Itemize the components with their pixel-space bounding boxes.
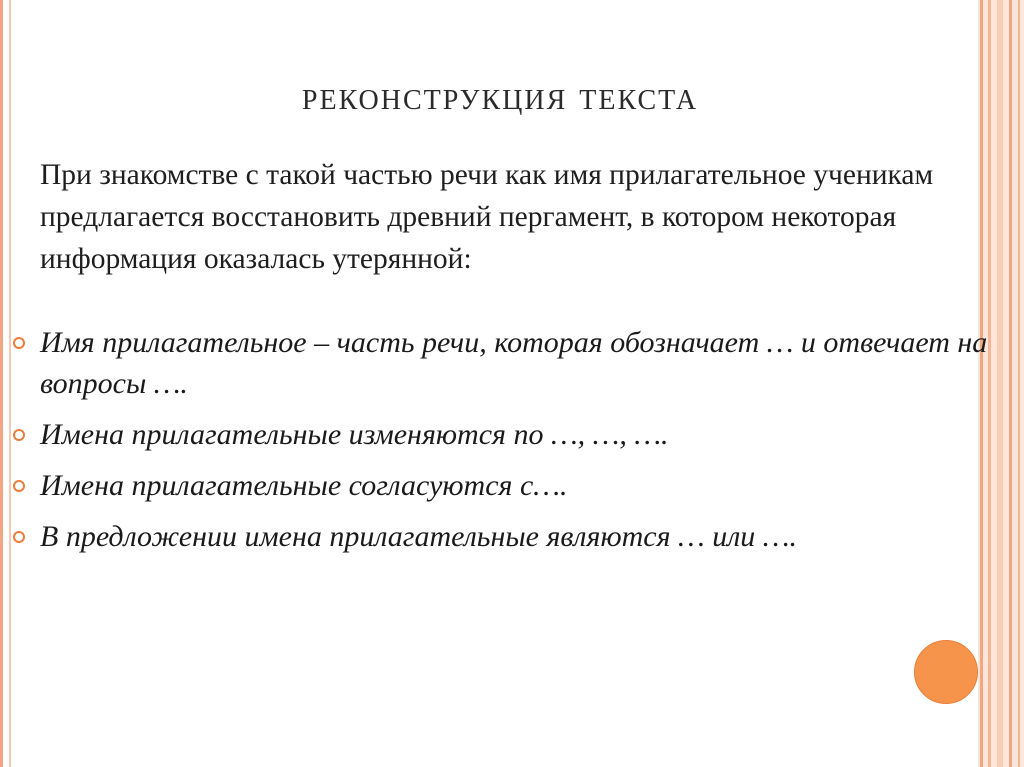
bullet-text: Имена прилагательные изменяются по …, …, …. <box>40 418 669 451</box>
bullet-circle-icon <box>13 429 25 441</box>
slide-title: реконструкция текста <box>301 73 699 118</box>
intro-paragraph: При знакомстве с такой частью речи как имя прилагательное ученикам предлагается восстановить древний пергамент, в котором некоторая информация оказалась утерянной: <box>40 159 934 275</box>
frame-stripe <box>1018 0 1020 767</box>
bullet-circle-icon <box>13 480 25 492</box>
bullet-circle-icon <box>13 337 25 349</box>
frame-stripe <box>1009 0 1012 767</box>
bullet-text: Имена прилагательные согласуются с…. <box>40 469 568 502</box>
bullet-list <box>0 322 1000 567</box>
bullet-item <box>0 516 1000 557</box>
orange-circle-icon <box>914 640 978 704</box>
bullet-item <box>0 414 1000 455</box>
bullet-item <box>0 465 1000 506</box>
bullet-text: Имя прилагательное – часть речи, которая обозначает … и отвечает на вопросы …. <box>40 326 988 400</box>
bullet-text: В предложении имена прилагательные являются … или …. <box>40 520 797 553</box>
bullet-item <box>0 322 1000 404</box>
bullet-circle-icon <box>13 531 25 543</box>
